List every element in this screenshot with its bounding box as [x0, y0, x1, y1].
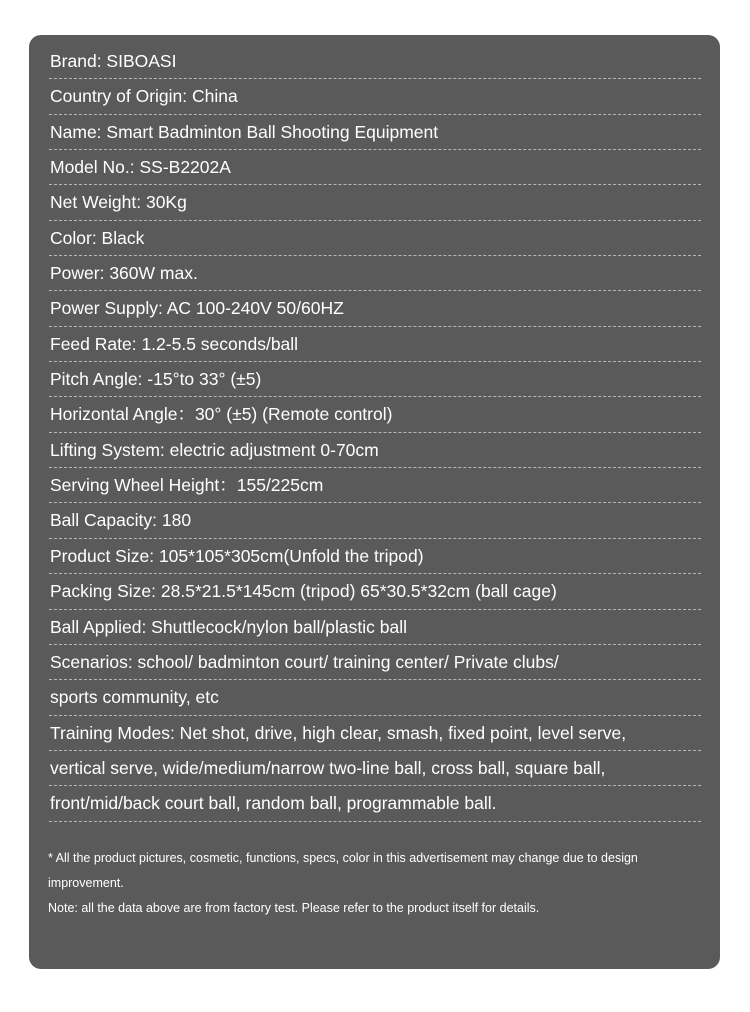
spec-row-horizontal-angle: Horizontal Angle：30° (±5) (Remote control): [49, 397, 701, 432]
spec-row-packing-size: Packing Size: 28.5*21.5*145cm (tripod) 65*30.5*32cm (ball cage): [49, 574, 701, 609]
spec-row-brand: Brand: SIBOASI: [49, 44, 701, 79]
spec-row-feed-rate: Feed Rate: 1.2-5.5 seconds/ball: [49, 327, 701, 362]
spec-row-serving-wheel-height: Serving Wheel Height：155/225cm: [49, 468, 701, 503]
factory-test-note: Note: all the data above are from factory test. Please refer to the product itself for details.: [48, 901, 540, 915]
spec-row-lifting-system: Lifting System: electric adjustment 0-70cm: [49, 433, 701, 468]
spec-row-product-size: Product Size: 105*105*305cm(Unfold the tripod): [49, 539, 701, 574]
spec-row-training-modes-continued-1: vertical serve, wide/medium/narrow two-line ball, cross ball, square ball,: [49, 751, 701, 786]
spec-row-color: Color: Black: [49, 221, 701, 256]
disclaimer-note: * All the product pictures, cosmetic, functions, specs, color in this advertisement may change due to design improvement.: [48, 851, 638, 890]
spec-row-power-supply: Power Supply: AC 100-240V 50/60HZ: [49, 291, 701, 326]
spec-row-ball-capacity: Ball Capacity: 180: [49, 503, 701, 538]
spec-row-net-weight: Net Weight: 30Kg: [49, 185, 701, 220]
footnotes: [48, 846, 703, 921]
spec-row-country-of-origin: Country of Origin: China: [49, 79, 701, 114]
spec-row-model-no: Model No.: SS-B2202A: [49, 150, 701, 185]
spec-row-training-modes-continued-2: front/mid/back court ball, random ball, programmable ball.: [49, 786, 701, 821]
spec-card: [29, 35, 720, 969]
spec-list: [49, 44, 701, 822]
spec-row-power: Power: 360W max.: [49, 256, 701, 291]
spec-row-pitch-angle: Pitch Angle: -15°to 33° (±5): [49, 362, 701, 397]
spec-row-scenarios: Scenarios: school/ badminton court/ training center/ Private clubs/: [49, 645, 701, 680]
spec-row-training-modes: Training Modes: Net shot, drive, high clear, smash, fixed point, level serve,: [49, 716, 701, 751]
spec-row-ball-applied: Ball Applied: Shuttlecock/nylon ball/plastic ball: [49, 610, 701, 645]
spec-row-name: Name: Smart Badminton Ball Shooting Equipment: [49, 115, 701, 150]
spec-row-scenarios-continued: sports community, etc: [49, 680, 701, 715]
